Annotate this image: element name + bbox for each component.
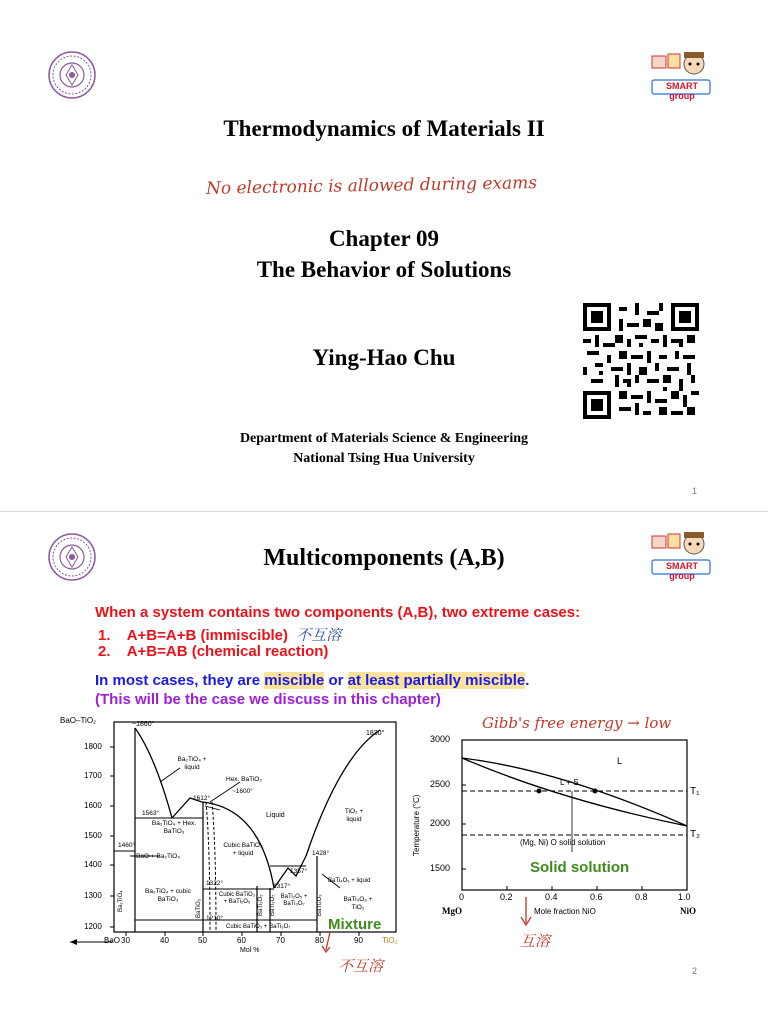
mixture-arrow-icon: [318, 930, 338, 956]
y-tick-2500: 2500: [430, 779, 451, 789]
vertical-bati2o5: BaTi₂O₅: [258, 894, 264, 916]
solid-arrow-icon: [516, 895, 536, 929]
x-right-label: NiO: [680, 906, 697, 916]
mgo-nio-phase-diagram: [410, 730, 710, 920]
y-tick-1800: 1800: [84, 742, 102, 751]
x-tick-0-8: 0.8: [635, 892, 648, 902]
system-label: BaO–TiO₂: [60, 716, 97, 725]
x-tick-60: 60: [237, 936, 246, 945]
university-name: National Tsing Hua University: [293, 451, 475, 466]
x-left-label: BaO: [104, 936, 121, 945]
region-solid-solution: (Mg, Ni) O solid solution: [520, 838, 606, 847]
qr-code[interactable]: [580, 303, 702, 419]
case-2: [98, 643, 328, 660]
case-1-note: 不互溶: [296, 626, 342, 644]
label-1428: 1428°: [312, 850, 330, 857]
x-tick-1-0: 1.0: [678, 892, 691, 902]
y-tick-1200: 1200: [84, 922, 102, 931]
slide-divider: [0, 511, 768, 512]
smart-group-label: SMART group: [666, 81, 698, 101]
label-ba2tio4-cubic: Ba₂TiO₄ + cubic BaTiO₃: [145, 888, 191, 903]
y-tick-1500: 1500: [430, 863, 451, 873]
region-liquid: L: [617, 756, 623, 766]
t1-label: T₁: [690, 786, 700, 797]
x-tick-0-6: 0.6: [590, 892, 603, 902]
mixture-label: Mixture: [328, 916, 382, 933]
x-tick-0-2: 0.2: [500, 892, 513, 902]
y-tick-1600: 1600: [84, 801, 102, 810]
x-left-label: MgO: [442, 906, 462, 916]
label-1600: ~1600°: [232, 788, 253, 795]
solid-solution-label: Solid solution: [530, 859, 630, 876]
intro-text: When a system contains two components (A,B), two extreme cases:: [95, 604, 581, 621]
page-number: 1: [692, 486, 698, 496]
miscible-highlight: miscible: [264, 672, 325, 689]
page-number: 2: [692, 966, 698, 976]
most-cases-or: or: [324, 672, 348, 689]
x-axis-label: Mole fraction NiO: [534, 907, 596, 916]
x-tick-0-4: 0.4: [545, 892, 558, 902]
x-axis-label: Mol %: [240, 947, 260, 954]
label-liquid: Liquid: [266, 812, 285, 819]
label-ba2tio4-liquid: Ba₂TiO₄ + liquid: [177, 756, 207, 771]
gibbs-note: Gibb's free energy → low: [482, 714, 672, 732]
y-tick-1400: 1400: [84, 860, 102, 869]
label-1612: 1612°: [193, 795, 211, 802]
vertical-bati4o9: BaTi₄O₉: [317, 894, 323, 916]
x-tick-30: 30: [121, 936, 130, 945]
label-1357: 1357°: [290, 868, 308, 875]
y-axis-label: Temperature (°C): [412, 794, 421, 856]
chapter-title: The Behavior of Solutions: [256, 257, 512, 282]
vertical-bati3o7: BaTi₃O₇: [270, 894, 276, 916]
y-tick-1300: 1300: [84, 891, 102, 900]
label-1322: 1322°: [206, 880, 224, 887]
smart-group-label: SMART group: [666, 561, 698, 581]
x-tick-40: 40: [160, 936, 169, 945]
region-l-plus-s: L + S: [560, 778, 579, 787]
most-cases-end: .: [525, 672, 530, 689]
partially-miscible-highlight: at least partially miscible: [347, 672, 526, 689]
x-right-label: TiO₂: [382, 936, 398, 945]
label-1830: 1830°: [366, 730, 385, 737]
most-cases-text: [95, 672, 529, 689]
university-seal-icon: [47, 50, 97, 100]
case-2-number: 2.: [98, 643, 111, 660]
vertical-ba2tio4: Ba₂TiO₄: [118, 890, 124, 912]
label-bati2-bati3: BaTi₂O₅ + BaTi₃O₇: [280, 894, 308, 907]
label-1317: 1317°: [273, 883, 291, 890]
label-1860: ~1860°: [132, 721, 155, 728]
label-bao-ba2tio4: BaO + Ba₂TiO₄: [136, 853, 180, 860]
case-1: [98, 624, 341, 645]
x-tick-0: 0: [459, 892, 465, 902]
y-tick-2000: 2000: [430, 818, 451, 828]
this-case-text: (This will be the case we discuss in this chapter): [95, 691, 441, 708]
label-hex-batio3: Hex. BaTiO₃: [226, 776, 262, 783]
case-1-number: 1.: [98, 627, 111, 644]
x-tick-70: 70: [276, 936, 285, 945]
label-1563: 1563°: [142, 810, 160, 817]
label-cubic-bati3o7: Cubic BaTiO₃ + BaTi₃O₇: [226, 924, 291, 930]
case-2-text: A+B=AB (chemical reaction): [126, 643, 329, 660]
course-title: Thermodynamics of Materials II: [223, 116, 545, 141]
y-tick-1500: 1500: [84, 831, 102, 840]
most-cases-prefix: In most cases, they are: [95, 672, 265, 689]
label-1460: 1460°: [118, 842, 136, 849]
vertical-batio3: BaTiO₃: [196, 898, 202, 918]
mixture-note: 不互溶: [338, 957, 384, 975]
department-name: Department of Materials Science & Engineering: [239, 431, 529, 446]
solid-note: 互溶: [520, 932, 551, 950]
exam-note: No electronic is allowed during exams: [205, 173, 538, 199]
t2-label: T₂: [690, 829, 700, 840]
label-bati4o9-liquid: BaTi₄O₉ + liquid: [328, 878, 371, 884]
chapter-number: Chapter 09: [328, 226, 440, 251]
label-1210: 1210°: [206, 915, 224, 922]
y-tick-1700: 1700: [84, 771, 102, 780]
label-bati4-tio2: BaTi₄O₉ + TiO₂: [343, 896, 373, 911]
x-tick-50: 50: [198, 936, 207, 945]
label-tio2-liquid: TiO₂ + liquid: [344, 808, 364, 823]
slide-title: Multicomponents (A,B): [263, 545, 505, 571]
smart-group-logo: [650, 50, 712, 101]
x-tick-80: 80: [315, 936, 324, 945]
author-name: Ying-Hao Chu: [312, 345, 456, 370]
label-cubic-bati2o5: Cubic BaTiO₃ + BaTi₂O₅: [218, 892, 256, 905]
y-tick-3000: 3000: [430, 734, 451, 744]
label-ba2tio4-hex: Ba₂TiO₄ + Hex. BaTiO₃: [151, 820, 197, 835]
case-1-text: A+B=A+B (immiscible): [126, 627, 288, 644]
label-cubic-liquid: Cubic BaTiO₃ + liquid: [223, 842, 263, 857]
x-tick-90: 90: [354, 936, 363, 945]
